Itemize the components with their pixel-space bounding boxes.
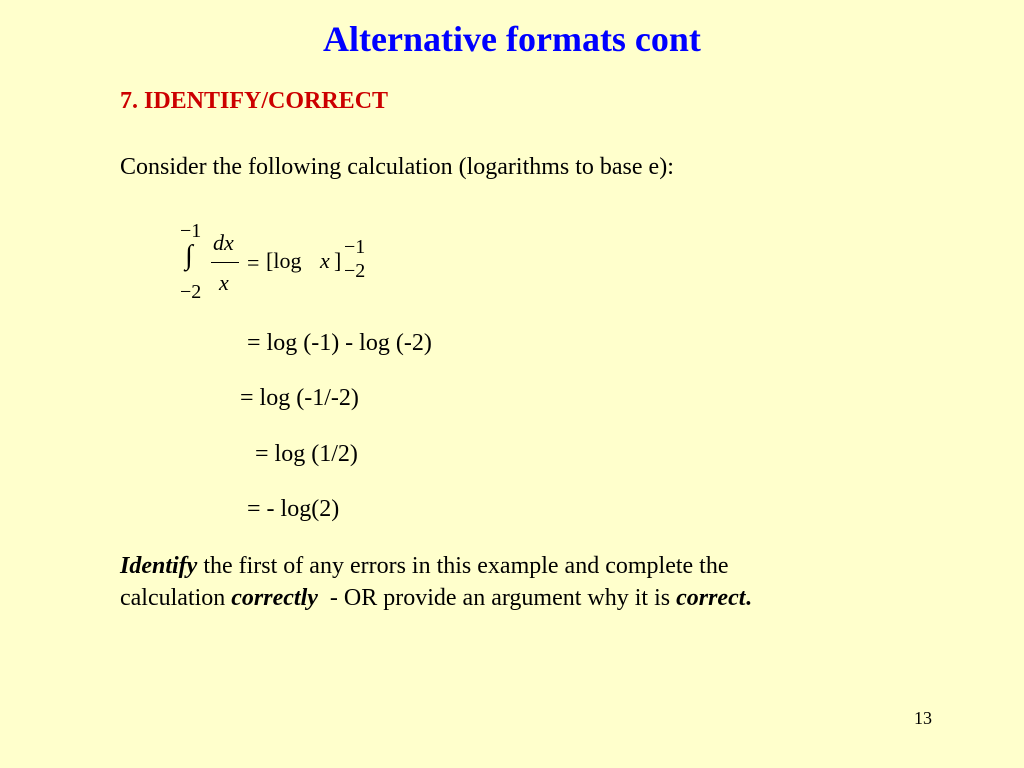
instruction-text-3: - OR provide an argument why it is <box>317 585 677 611</box>
correct-emphasis: correct <box>676 585 746 611</box>
integral-sign: ∫ <box>185 240 193 271</box>
integral-upper-limit: −1 <box>180 220 202 242</box>
instruction-line-1 <box>120 550 751 582</box>
slide-title: Alternative formats cont <box>323 19 701 59</box>
fraction-numerator: dx <box>213 230 234 255</box>
eval-lower-limit: −2 <box>344 260 366 282</box>
eval-upper-limit: −1 <box>344 236 366 258</box>
bracket-variable: x <box>320 248 330 273</box>
fraction-denominator: x <box>219 270 229 295</box>
correctly-emphasis: correctly <box>231 585 318 611</box>
bracket-close: ] <box>334 248 342 273</box>
integral-equals: = <box>247 250 260 275</box>
instruction-period: . <box>745 585 752 611</box>
calc-step-3: = log (1/2) <box>255 441 358 467</box>
identify-emphasis: Identify <box>120 553 198 579</box>
instruction-text-2: calculation <box>120 585 232 611</box>
calc-step-4: = - log(2) <box>247 496 340 522</box>
bracket-log: [log <box>266 248 302 273</box>
integral-lower-limit: −2 <box>180 281 202 303</box>
page-number: 13 <box>914 708 932 728</box>
section-heading: 7. IDENTIFY/CORRECT <box>120 88 389 114</box>
fraction-bar <box>211 262 239 263</box>
calc-step-1: = log (-1) - log (-2) <box>247 330 432 356</box>
instruction-line-2 <box>120 582 751 614</box>
intro-text: Consider the following calculation (logarithms to base e): <box>120 154 674 180</box>
instruction-text <box>120 550 751 614</box>
calc-step-2: = log (-1/-2) <box>240 385 359 411</box>
instruction-text-1: the first of any errors in this example and complete the <box>197 553 729 579</box>
